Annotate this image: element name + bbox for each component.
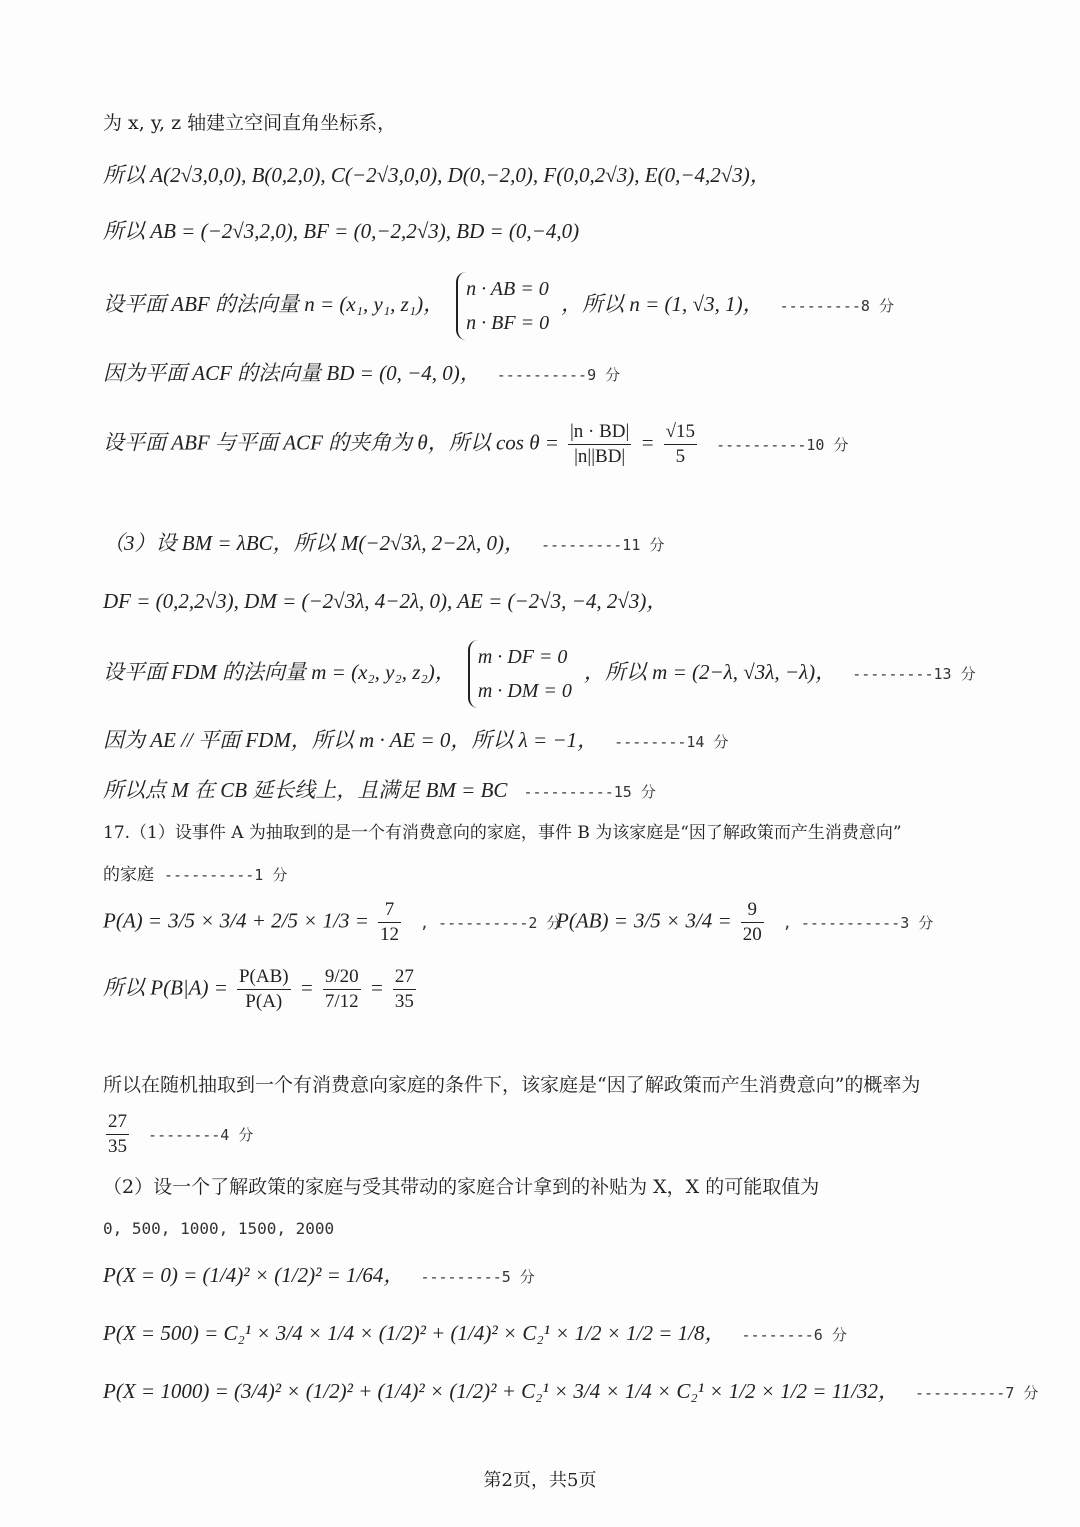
line-normal-fdm: 设平面 FDM 的法向量 m = (x₂, y₂, z₂)， m · DF = 0 m · DM = 0 ，所以 m = (2−λ, √3λ, −λ)， ---------13 分 (103, 640, 976, 708)
line-vectors: 所以 AB = (−2√3,2,0), BF = (0,−2,2√3), BD = (0,−4,0) (103, 219, 580, 243)
fraction: $\frac{9}{20}$ (742, 899, 762, 945)
line-q17-cont: 的家庭 ----------1 分 (103, 865, 288, 885)
score-mark: --------14 分 (614, 733, 729, 751)
score-mark: ----------15 分 (523, 783, 656, 801)
line-points: 所以 A(2√3,0,0), B(0,2,0), C(−2√3,0,0), D(0,−2,0), F(0,0,2√3), E(0,−4,2√3)， (103, 163, 771, 187)
fraction: $\frac{√15}{5}$ (665, 421, 696, 467)
equation-system: m · DF = 0 m · DM = 0 (468, 640, 572, 708)
line-conclusion: 所以点 M 在 CB 延长线上，且满足 BM = BC ----------15 分 (103, 778, 656, 802)
fraction: $\frac{27}{35}$ (394, 966, 414, 1012)
line-coord-system: 为 x, y, z 轴建立空间直角坐标系， (103, 112, 397, 134)
line-parallel: 因为 AE // 平面 FDM，所以 m · AE = 0，所以 λ = −1， --------14 分 (103, 728, 729, 752)
score-mark: --------6 分 (741, 1326, 847, 1344)
line-part2: （2）设一个了解政策的家庭与受其带动的家庭合计拿到的补贴为 X，X 的可能取值为 (103, 1176, 820, 1198)
score-mark: ---------8 分 (779, 297, 894, 315)
score-mark: ----------1 分 (164, 866, 288, 884)
line-probability-result (103, 1110, 253, 1159)
score-mark: ---------13 分 (852, 665, 976, 683)
line-px0: P(X = 0) = (1/4)² × (1/2)² = 1/64， ---------5 分 (103, 1263, 535, 1287)
fraction: $\frac{7}{12}$ (379, 899, 399, 945)
line-px1000: P(X = 1000) = (3/4)² × (1/2)² + (1/4)² × (1/2)² + C₂¹ × 3/4 × 1/4 × C₂¹ × 1/2 × 1/2 = 11/32， ----------7 分 (103, 1379, 1039, 1403)
line-vectors-2: DF = (0,2,2√3), DM = (−2√3λ, 4−2λ, 0), AE = (−2√3, −4, 2√3)， (103, 589, 668, 613)
line-normal-abf: 设平面 ABF 的法向量 n = (x₁, y₁, z₁)， n · AB = 0 n · BF = 0 ，所以 n = (1, √3, 1)， ---------8 分 (103, 272, 894, 340)
score-mark: ----------9 分 (496, 366, 621, 384)
line-cos-theta: 设平面 ABF 与平面 ACF 的夹角为 θ，所以 cos θ = $\frac{|n \cdot BD|}{|n||BD|}$ = $\frac{√15}{5}$ ----------10 分 (103, 421, 849, 467)
equation-system: n · AB = 0 n · BF = 0 (456, 272, 549, 340)
score-mark: , -----------3 分 (782, 913, 934, 932)
score-mark: ---------11 分 (541, 536, 665, 554)
fraction: $\frac{9/20}{7/12}$ (324, 966, 359, 1012)
line-pa: P(A) = 3/5 × 3/4 + 2/5 × 1/3 = $\frac{7}{12}$ , ----------2 分 (103, 899, 562, 945)
score-mark: , ----------2 分 (419, 913, 562, 932)
fraction: $\frac{|n \cdot BD|}{|n||BD|}$ (570, 421, 630, 467)
score-mark: ----------10 分 (716, 435, 849, 454)
fraction: $\frac{P(AB)}{P(A)}$ (238, 966, 289, 1012)
line-q17: 17.（1）设事件 A 为抽取到的是一个有消费意向的家庭，事件 B 为该家庭是“因了解政策而产生消费意向” (103, 823, 902, 843)
line-px500: P(X = 500) = C₂¹ × 3/4 × 1/4 × (1/2)² + (1/4)² × C₂¹ × 1/2 × 1/2 = 1/8， --------6 分 (103, 1321, 847, 1345)
fraction: $\frac{27}{35}$ (108, 1111, 127, 1157)
line-pab: P(AB) = 3/5 × 3/4 = $\frac{9}{20}$ , -----------3 分 (556, 899, 934, 945)
score-mark: --------4 分 (148, 1125, 254, 1144)
page-footer: 第2页，共5页 (483, 1470, 597, 1491)
line-normal-acf: 因为平面 ACF 的法向量 BD = (0, −4, 0)， ----------9 分 (103, 361, 621, 385)
line-values: 0, 500, 1000, 1500, 2000 (103, 1219, 335, 1238)
score-mark: ----------7 分 (915, 1384, 1039, 1402)
line-pba: 所以 P(B|A) = $\frac{P(AB)}{P(A)}$ = $\frac{9/20}{7/12}$ = $\frac{27}{35}$ (103, 966, 414, 1012)
line-part3: （3）设 BM = λBC，所以 M(−2√3λ, 2−2λ, 0)， ---------11 分 (103, 531, 665, 555)
score-mark: ---------5 分 (420, 1268, 535, 1286)
line-probability-text: 所以在随机抽取到一个有消费意向家庭的条件下，该家庭是“因了解政策而产生消费意向”的概率为 (103, 1074, 921, 1096)
